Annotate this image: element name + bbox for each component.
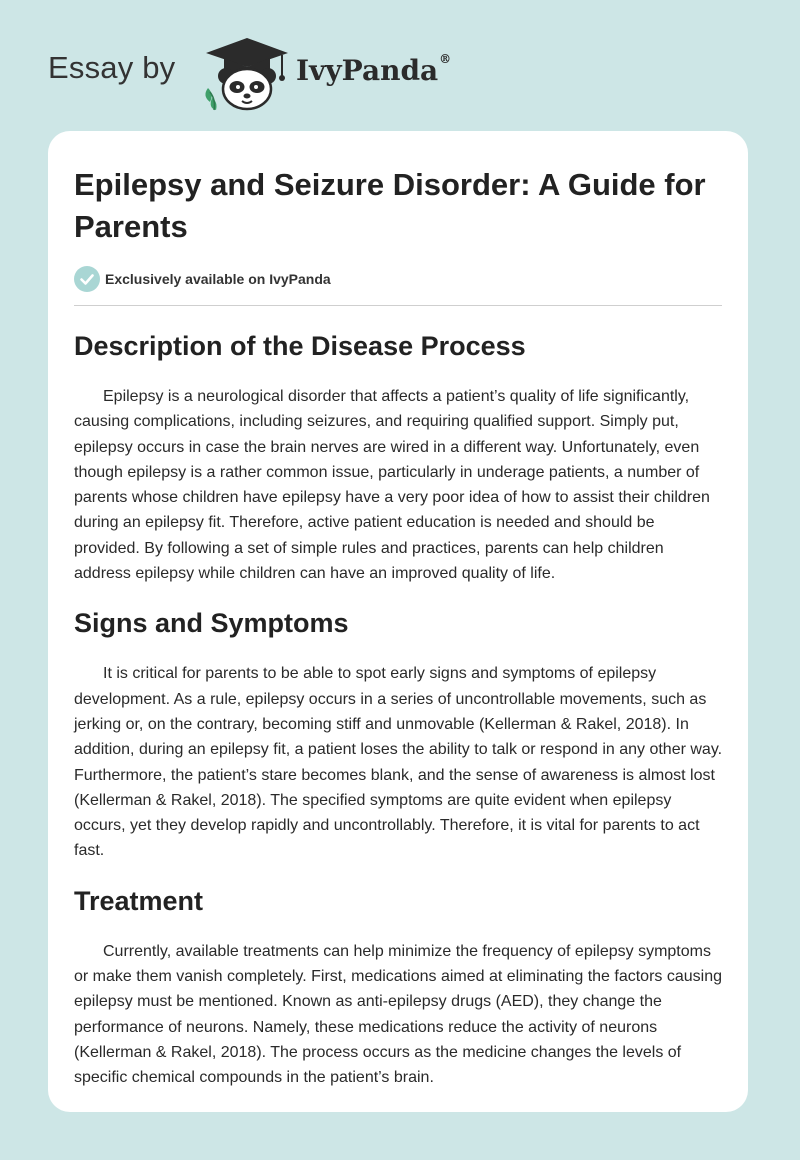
ivypanda-brand-name[interactable] xyxy=(296,54,451,87)
section-paragraph: It is critical for parents to be able to spot early signs and symptoms of epilepsy development. As a rule, epilepsy occurs in a series of uncontrollable movements, such as jerking or, on the contrary, becoming stiff and unmovable (Kellerman & Rakel, 2018). In addition, during an epilepsy fit, a patient loses the ability to talk or respond in any other way. Furthermore, the patient’s stare becomes blank, and the sense of awareness is almost lost (Kellerman & Rakel, 2018). The specified symptoms are quite evident when epilepsy occurs, yet they develop rapidly and uncontrollably. Therefore, it is vital for parents to act fast. xyxy=(74,665,723,860)
checkmark-icon xyxy=(74,266,100,292)
title-divider xyxy=(74,305,722,306)
badge-label: Exclusively available on IvyPanda xyxy=(105,271,331,287)
essay-by-label: Essay by xyxy=(48,50,176,85)
exclusive-badge xyxy=(74,266,724,292)
registered-mark: ® xyxy=(439,52,452,66)
section-treatment xyxy=(74,884,724,1091)
section-paragraph: Currently, available treatments can help minimize the frequency of epilepsy symptoms or make them vanish completely. First, medications aimed at eliminating the factors causing epilepsy must be mentioned. Known as anti-epilepsy drugs (AED), they change the performance of neurons. Namely, these medications reduce the activity of neurons (Kellerman & Rakel, 2018). The process occurs as the medicine changes the levels of specific chemical compounds in the patient’s brain. xyxy=(74,942,722,1087)
essay-title: Epilepsy and Seizure Disorder: A Guide for Parents xyxy=(74,167,706,244)
section-heading: Treatment xyxy=(74,885,204,916)
section-heading: Description of the Disease Process xyxy=(74,331,526,361)
brand-text: IvyPanda xyxy=(296,54,439,87)
site-header xyxy=(48,36,548,116)
ivypanda-logo-icon[interactable] xyxy=(202,36,292,112)
section-paragraph: Epilepsy is a neurological disorder that affects a patient’s quality of life significantly, causing complications, including seizures, and requiring qualified support. Simply put, epilepsy occurs in case the brain nerves are wired in a different way. Unfortunately, even though epilepsy is a rather common issue, particularly in underage patients, a number of parents whose children have epilepsy have a very poor idea of how to assist their children during an epilepsy fit. Therefore, active patient education is needed and should be provided. By following a set of simple rules and practices, parents can help children address epilepsy while children can have an improved quality of life. xyxy=(74,388,710,583)
section-heading: Signs and Symptoms xyxy=(74,608,349,639)
essay-card xyxy=(48,131,748,1112)
essay-content xyxy=(74,131,724,1091)
section-description xyxy=(74,329,724,586)
section-signs-symptoms xyxy=(74,606,724,863)
